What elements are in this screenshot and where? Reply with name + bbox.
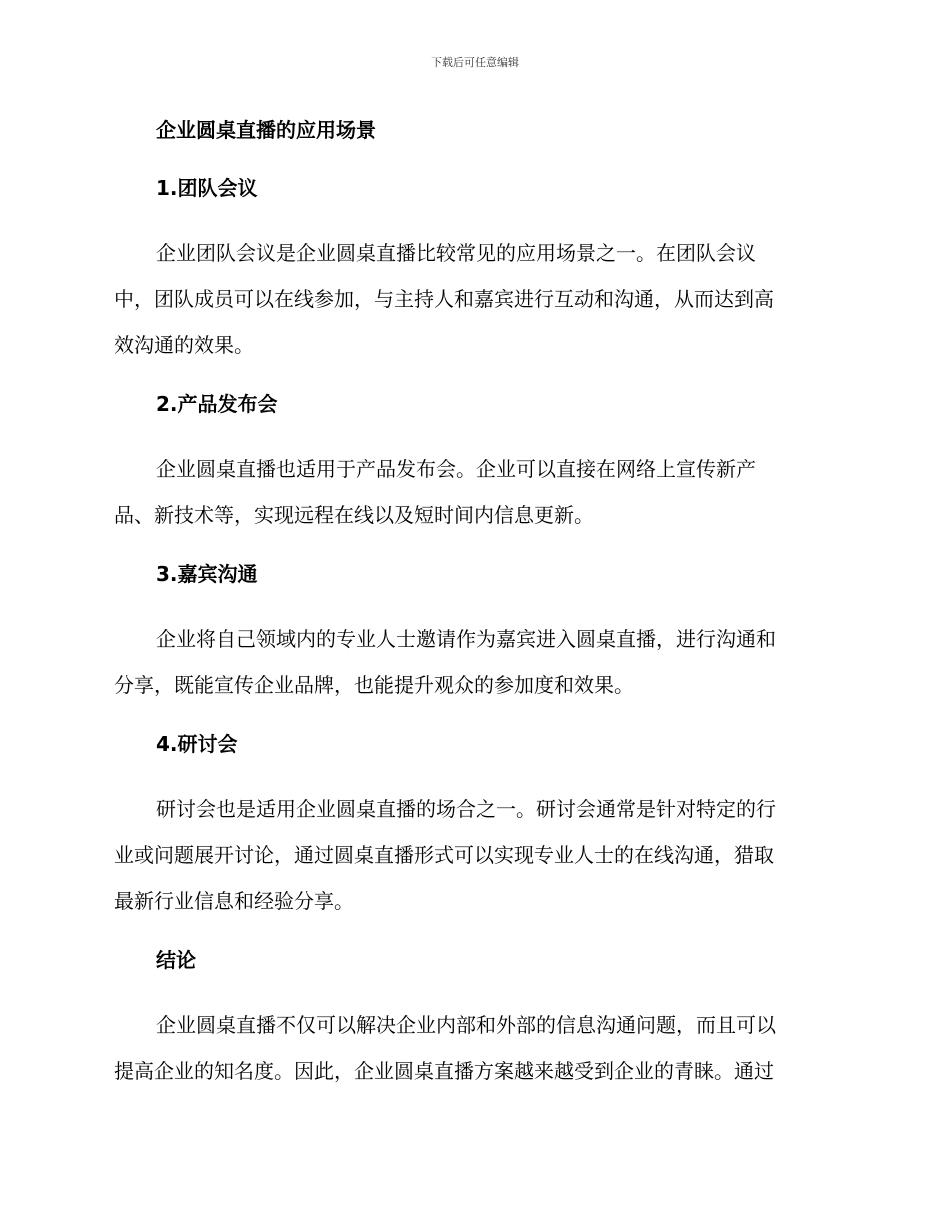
section-heading: 1.团队会议 xyxy=(156,176,258,200)
section-heading: 3.嘉宾沟通 xyxy=(156,562,258,586)
document-title: 企业圆桌直播的应用场景 xyxy=(156,118,376,142)
section-paragraph: 研讨会也是适用企业圆桌直播的场合之一。研讨会通常是针对特定的行 业或问题展开讨论，通过圆桌直播形式可以实现专业人士的在线沟通，猎取 最新行业信息和经验分享。 xyxy=(114,797,776,913)
section-heading: 4.研讨会 xyxy=(156,732,238,756)
section-paragraph: 企业圆桌直播也适用于产品发布会。企业可以直接在网络上宣传新产 品、新技术等，实现远程在线以及短时间内信息更新。 xyxy=(114,457,756,527)
conclusion-paragraph: 企业圆桌直播不仅可以解决企业内部和外部的信息沟通问题，而且可以 提高企业的知名度。因此，企业圆桌直播方案越来越受到企业的青睐。通过 xyxy=(114,1013,776,1083)
document-body xyxy=(114,114,832,1114)
header-note: 下载后可任意编辑 xyxy=(431,56,519,69)
section-heading: 2.产品发布会 xyxy=(156,392,278,416)
conclusion-heading: 结论 xyxy=(156,948,196,972)
section-paragraph: 企业将自己领域内的专业人士邀请作为嘉宾进入圆桌直播，进行沟通和 分享，既能宣传企业品牌，也能提升观众的参加度和效果。 xyxy=(114,627,776,697)
section-paragraph: 企业团队会议是企业圆桌直播比较常见的应用场景之一。在团队会议 中，团队成员可以在线参加，与主持人和嘉宾进行互动和沟通，从而达到高 效沟通的效果。 xyxy=(114,241,774,357)
